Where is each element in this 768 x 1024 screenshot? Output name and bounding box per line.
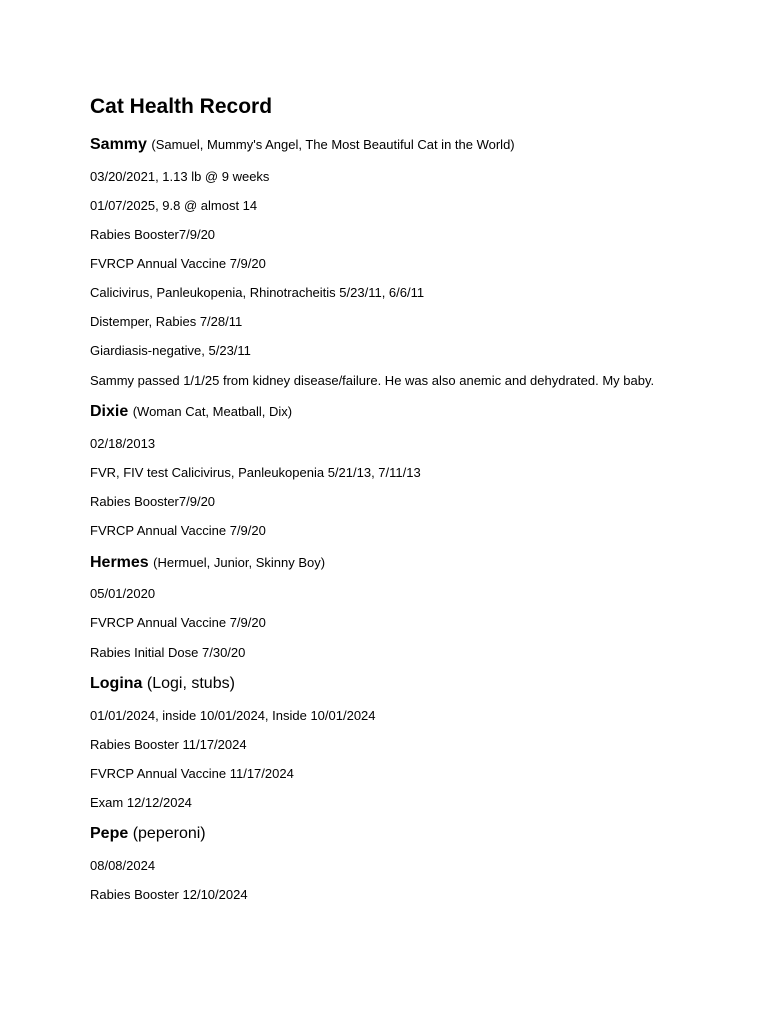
record-entry: Rabies Booster 12/10/2024 [90, 887, 248, 902]
record-entry: Calicivirus, Panleukopenia, Rhinotracheitis 5/23/11, 6/6/11 [90, 285, 425, 300]
record-entry: Exam 12/12/2024 [90, 795, 192, 810]
record-entry: FVRCP Annual Vaccine 7/9/20 [90, 523, 266, 538]
record-entry: FVRCP Annual Vaccine 7/9/20 [90, 615, 266, 630]
cat-heading-sammy [90, 134, 515, 156]
record-entry: Rabies Booster7/9/20 [90, 494, 216, 509]
record-entry: Rabies Booster7/9/20 [90, 227, 216, 242]
record-entry: Rabies Initial Dose 7/30/20 [90, 645, 246, 660]
cat-heading-dixie [90, 401, 292, 423]
record-entry: Giardiasis-negative, 5/23/11 [90, 343, 251, 358]
cat-nicknames: (Samuel, Mummy's Angel, The Most Beautiful Cat in the World) [151, 137, 515, 152]
record-entry: Sammy passed 1/1/25 from kidney disease/failure. He was also anemic and dehydrated. My baby. [90, 373, 655, 388]
cat-name: Dixie [90, 403, 129, 420]
record-entry: FVRCP Annual Vaccine 7/9/20 [90, 256, 266, 271]
cat-name: Logina [90, 675, 143, 692]
record-entry: Distemper, Rabies 7/28/11 [90, 314, 243, 329]
record-entry: FVRCP Annual Vaccine 11/17/2024 [90, 766, 294, 781]
cat-nicknames: (Woman Cat, Meatball, Dix) [132, 404, 293, 419]
record-entry: 01/07/2025, 9.8 @ almost 14 [90, 198, 258, 213]
cat-name: Hermes [90, 554, 149, 571]
cat-nicknames: (Hermuel, Junior, Skinny Boy) [153, 555, 326, 570]
record-entry: 01/01/2024, inside 10/01/2024, Inside 10/01/2024 [90, 708, 376, 723]
record-entry: 08/08/2024 [90, 858, 156, 873]
cat-name: Sammy [90, 136, 147, 153]
cat-heading-pepe [90, 823, 206, 845]
record-entry: 03/20/2021, 1.13 lb @ 9 weeks [90, 169, 270, 184]
cat-nicknames: (Logi, stubs) [146, 675, 235, 692]
cat-nicknames: (peperoni) [132, 825, 206, 842]
record-entry: 02/18/2013 [90, 436, 156, 451]
record-entry: 05/01/2020 [90, 586, 156, 601]
cat-heading-logina [90, 673, 235, 695]
record-entry: FVR, FIV test Calicivirus, Panleukopenia 5/21/13, 7/11/13 [90, 465, 421, 480]
record-entry: Rabies Booster 11/17/2024 [90, 737, 247, 752]
cat-name: Pepe [90, 825, 129, 842]
document-title: Cat Health Record [90, 95, 273, 118]
cat-heading-hermes [90, 552, 325, 574]
